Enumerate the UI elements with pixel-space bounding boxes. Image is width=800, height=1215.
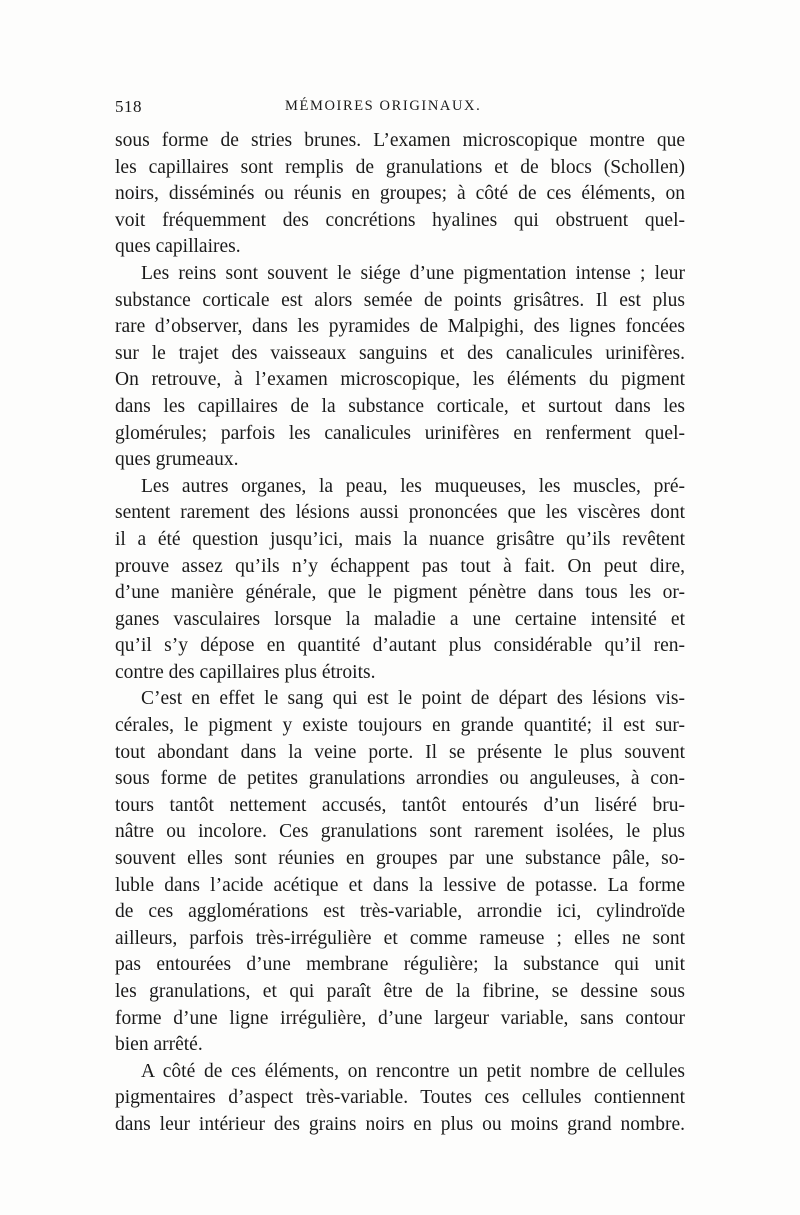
text-line: forme d’une ligne irrégulière, d’une largeur variable, sans contour	[115, 1007, 685, 1029]
text-line: sentent rarement des lésions aussi prononcées que les viscères dont	[115, 502, 685, 524]
text-line: sur le trajet des vaisseaux sanguins et des canalicules urinifères.	[115, 342, 685, 364]
page-number: 518	[115, 97, 142, 116]
body-text	[115, 128, 685, 1139]
text-line: rare d’observer, dans les pyramides de Malpighi, des lignes foncées	[115, 316, 685, 338]
text-line: ques capillaires.	[115, 236, 241, 258]
text-line: ganes vasculaires lorsque la maladie a une certaine intensité et	[115, 608, 685, 630]
text-line: d’une manière générale, que le pigment pénètre dans tous les or-	[115, 582, 685, 604]
text-line: bien arrêté.	[115, 1034, 203, 1056]
text-line: luble dans l’acide acétique et dans la lessive de potasse. La forme	[115, 874, 685, 896]
text-line: pas entourées d’une membrane régulière; la substance qui unit	[115, 954, 685, 976]
text-line: pigmentaires d’aspect très-variable. Toutes ces cellules contiennent	[115, 1087, 685, 1109]
page-header	[115, 97, 685, 121]
text-line: il a été question jusqu’ici, mais la nuance grisâtre qu’ils revêtent	[115, 528, 685, 550]
text-line: tout abondant dans la veine porte. Il se présente le plus souvent	[115, 741, 685, 763]
text-line: substance corticale est alors semée de points grisâtres. Il est plus	[115, 289, 685, 311]
text-line: prouve assez qu’ils n’y échappent pas tout à fait. On peut dire,	[115, 555, 685, 577]
text-line: glomérules; parfois les canalicules urinifères en renferment quel-	[115, 422, 685, 444]
text-line: voit fréquemment des concrétions hyalines qui obstruent quel-	[115, 209, 685, 231]
text-line: noirs, disséminés ou réunis en groupes; à côté de ces éléments, on	[115, 183, 685, 205]
text-line: sous forme de stries brunes. L’examen microscopique montre que	[115, 130, 685, 151]
text-line: sous forme de petites granulations arrondies ou anguleuses, à con-	[115, 768, 685, 790]
text-line: dans les capillaires de la substance corticale, et surtout dans les	[115, 395, 685, 417]
text-line: Les reins sont souvent le siége d’une pigmentation intense ; leur	[141, 262, 685, 284]
text-line: dans leur intérieur des grains noirs en plus ou moins grand nombre.	[115, 1113, 685, 1135]
text-line: C’est en effet le sang qui est le point de départ des lésions vis-	[141, 688, 685, 710]
text-line: A côté de ces éléments, on rencontre un petit nombre de cellules	[141, 1060, 685, 1082]
text-line: On retrouve, à l’examen microscopique, les éléments du pigment	[115, 369, 685, 391]
text-line: tours tantôt nettement accusés, tantôt entourés d’un liséré bru-	[115, 794, 685, 816]
text-line: contre des capillaires plus étroits.	[115, 661, 376, 683]
text-line: ques grumeaux.	[115, 449, 239, 471]
running-head: MÉMOIRES ORIGINAUX.	[285, 98, 482, 114]
text-line: souvent elles sont réunies en groupes par une substance pâle, so-	[115, 848, 685, 870]
text-line: qu’il s’y dépose en quantité d’autant plus considérable qu’il ren-	[115, 635, 685, 657]
text-line: cérales, le pigment y existe toujours en grande quantité; il est sur-	[115, 715, 685, 737]
text-line: de ces agglomérations est très-variable, arrondie ici, cylindroïde	[115, 901, 685, 923]
text-line: les granulations, et qui paraît être de la fibrine, se dessine sous	[115, 981, 685, 1002]
text-line: Les autres organes, la peau, les muqueuses, les muscles, pré-	[141, 475, 685, 497]
text-line: nâtre ou incolore. Ces granulations sont rarement isolées, le plus	[115, 821, 685, 843]
text-line: ailleurs, parfois très-irrégulière et comme rameuse ; elles ne sont	[115, 927, 685, 949]
text-line: les capillaires sont remplis de granulations et de blocs (Schollen)	[115, 156, 685, 178]
